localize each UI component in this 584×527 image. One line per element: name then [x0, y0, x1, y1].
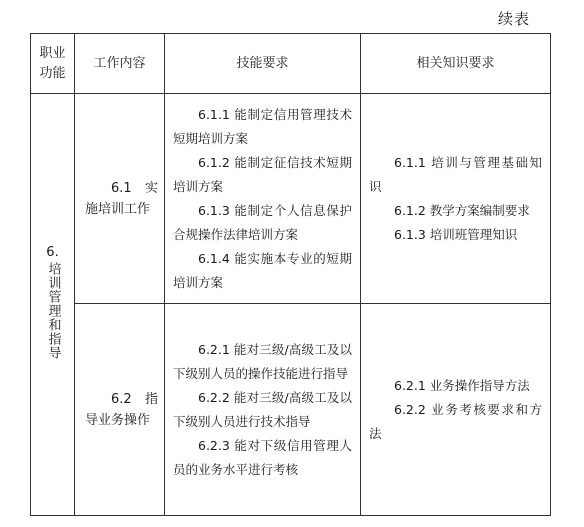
knowledge-item: 6.1.1 培训与管理基础知识: [369, 154, 542, 194]
occupational-skills-table: [30, 33, 551, 516]
knowledge-item: 6.2.2 业务考核要求和方法: [369, 401, 542, 441]
knowledge-item: 6.1.2 教学方案编制要求: [394, 202, 530, 218]
skill-item: 6.1.1 能制定信用管理技术短期培训方案: [173, 106, 352, 146]
knowledge-item: 6.2.1 业务操作指导方法: [394, 377, 530, 393]
skill-item: 6.1.3 能制定个人信息保护合规操作法律培训方案: [173, 202, 352, 242]
content-cell: [75, 94, 165, 304]
header-skills: 技能要求: [165, 34, 361, 94]
table-header-row: [31, 34, 551, 94]
function-number: 6.: [46, 245, 59, 260]
skill-item: 6.2.3 能对下级信用管理人员的业务水平进行考核: [173, 437, 352, 477]
content-text: 6.1 实施培训工作: [85, 180, 158, 217]
skill-item: 6.2.1 能对三级/高级工及以下级别人员的操作技能进行指导: [173, 341, 352, 381]
skills-cell: [165, 94, 361, 304]
function-cell: [31, 94, 75, 516]
content-text: 6.2 指导业务操作: [85, 391, 158, 428]
table-row: [31, 94, 551, 304]
knowledge-item: 6.1.3 培训班管理知识: [394, 226, 518, 242]
header-content: 工作内容: [75, 34, 165, 94]
table-row: [31, 304, 551, 516]
knowledge-cell: [361, 94, 551, 304]
content-cell: [75, 304, 165, 516]
skill-item: 6.1.4 能实施本专业的短期培训方案: [173, 250, 352, 290]
skills-cell: [165, 304, 361, 516]
header-function: 职业功能: [31, 34, 75, 94]
knowledge-cell: [361, 304, 551, 516]
skill-item: 6.2.2 能对三级/高级工及以下级别人员进行技术指导: [173, 389, 352, 429]
continuation-label: 续表: [498, 10, 531, 28]
function-name: 培训管理和指导: [45, 262, 61, 360]
header-knowledge: 相关知识要求: [361, 34, 551, 94]
skill-item: 6.1.2 能制定征信技术短期培训方案: [173, 154, 352, 194]
